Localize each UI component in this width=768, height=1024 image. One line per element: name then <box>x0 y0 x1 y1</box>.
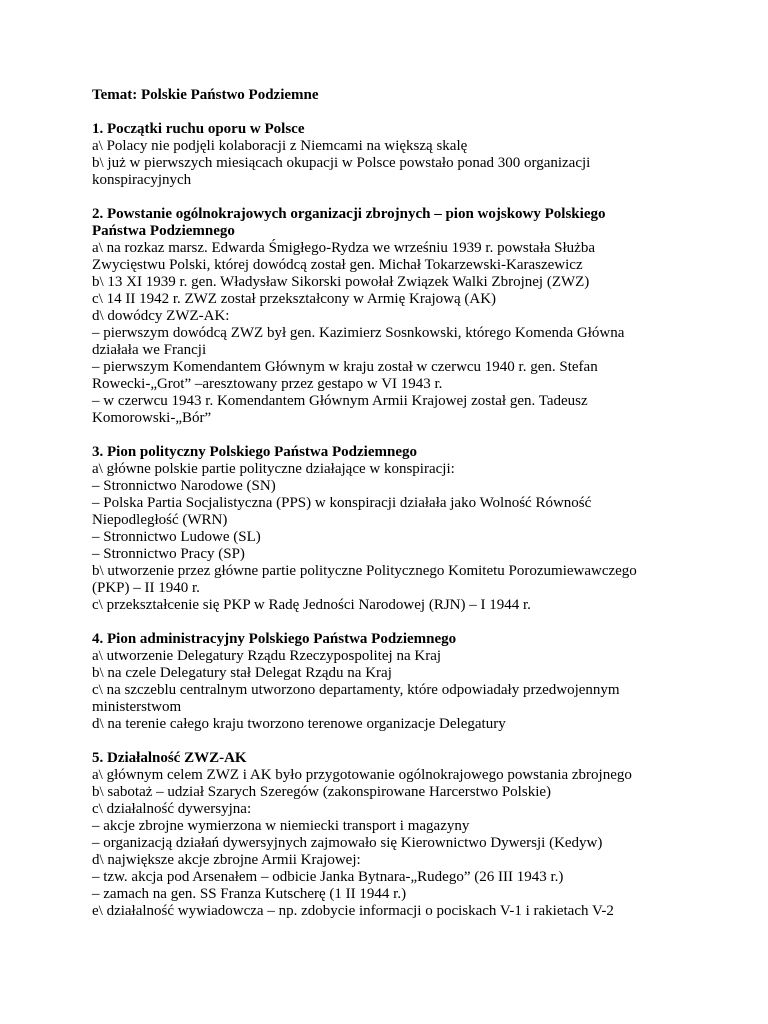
section-line: – Polska Partia Socjalistyczna (PPS) w konspiracji działała jako Wolność Równość Niepodległość (WRN) <box>92 495 592 528</box>
document-page <box>92 87 652 920</box>
section-line: a\ utworzenie Delegatury Rządu Rzeczypospolitej na Kraj <box>92 648 442 664</box>
section-line: – pierwszym Komendantem Głównym w kraju został w czerwcu 1940 r. gen. Stefan Rowecki-„Grot” –aresztowany przez gestapo w VI 1943 r. <box>92 359 598 392</box>
section-line: b\ sabotaż – udział Szarych Szeregów (zakonspirowane Harcerstwo Polskie) <box>92 784 552 800</box>
section-heading: 5. Działalność ZWZ-AK <box>92 750 247 766</box>
document-title: Temat: Polskie Państwo Podziemne <box>92 87 319 103</box>
section-line: e\ działalność wywiadowcza – np. zdobycie informacji o pociskach V-1 i rakietach V-2 <box>92 903 614 919</box>
section-line: – Stronnictwo Pracy (SP) <box>92 546 245 562</box>
section-line: c\ działalność dywersyjna: <box>92 801 252 817</box>
section-line: – pierwszym dowódcą ZWZ był gen. Kazimierz Sosnkowski, którego Komenda Główna działała we Francji <box>92 325 625 358</box>
section-line: – tzw. akcja pod Arsenałem – odbicie Janka Bytnara-„Rudego” (26 III 1943 r.) <box>92 869 564 885</box>
section-line: a\ główne polskie partie polityczne działające w konspiracji: <box>92 461 455 477</box>
section-line: – organizacją działań dywersyjnych zajmowało się Kierownictwo Dywersji (Kedyw) <box>92 835 603 851</box>
section-heading: 2. Powstanie ogólnokrajowych organizacji zbrojnych – pion wojskowy Polskiego Państwa Podziemnego <box>92 206 606 239</box>
section-heading: 1. Początki ruchu oporu w Polsce <box>92 121 305 137</box>
section-line: – zamach na gen. SS Franza Kutscherę (1 II 1944 r.) <box>92 886 407 902</box>
section-line: – Stronnictwo Narodowe (SN) <box>92 478 276 494</box>
section-5 <box>92 750 652 920</box>
section-4 <box>92 631 652 733</box>
section-line: b\ 13 XI 1939 r. gen. Władysław Sikorski powołał Związek Walki Zbrojnej (ZWZ) <box>92 274 590 290</box>
section-2 <box>92 206 652 427</box>
section-line: c\ na szczeblu centralnym utworzono departamenty, które odpowiadały przedwojennym ministerstwom <box>92 682 620 715</box>
section-line: d\ największe akcje zbrojne Armii Krajowej: <box>92 852 361 868</box>
section-line: c\ 14 II 1942 r. ZWZ został przekształcony w Armię Krajową (AK) <box>92 291 497 307</box>
section-heading: 3. Pion polityczny Polskiego Państwa Podziemnego <box>92 444 417 460</box>
section-line: b\ utworzenie przez główne partie polityczne Politycznego Komitetu Porozumiewawczego (PKP) – II 1940 r. <box>92 563 637 596</box>
section-line: d\ dowódcy ZWZ-AK: <box>92 308 230 324</box>
section-line: – akcje zbrojne wymierzona w niemiecki transport i magazyny <box>92 818 470 834</box>
section-line: – Stronnictwo Ludowe (SL) <box>92 529 261 545</box>
section-line: – w czerwcu 1943 r. Komendantem Głównym Armii Krajowej został gen. Tadeusz Komorowski-„Bór” <box>92 393 588 426</box>
section-line: d\ na terenie całego kraju tworzono terenowe organizacje Delegatury <box>92 716 506 732</box>
section-line: a\ na rozkaz marsz. Edwarda Śmigłego-Rydza we wrześniu 1939 r. powstała Służba Zwycięstwu Polski, której dowódcą został gen. Michał Tokarzewski-Karaszewicz <box>92 240 595 273</box>
section-line: a\ Polacy nie podjęli kolaboracji z Niemcami na większą skalę <box>92 138 468 154</box>
section-line: a\ głównym celem ZWZ i AK było przygotowanie ogólnokrajowego powstania zbrojnego <box>92 767 632 783</box>
section-3 <box>92 444 652 614</box>
section-line: b\ na czele Delegatury stał Delegat Rządu na Kraj <box>92 665 392 681</box>
section-line: c\ przekształcenie się PKP w Radę Jedności Narodowej (RJN) – I 1944 r. <box>92 597 531 613</box>
section-heading: 4. Pion administracyjny Polskiego Państwa Podziemnego <box>92 631 457 647</box>
section-line: b\ już w pierwszych miesiącach okupacji w Polsce powstało ponad 300 organizacji konspiracyjnych <box>92 155 591 188</box>
section-1 <box>92 121 652 189</box>
